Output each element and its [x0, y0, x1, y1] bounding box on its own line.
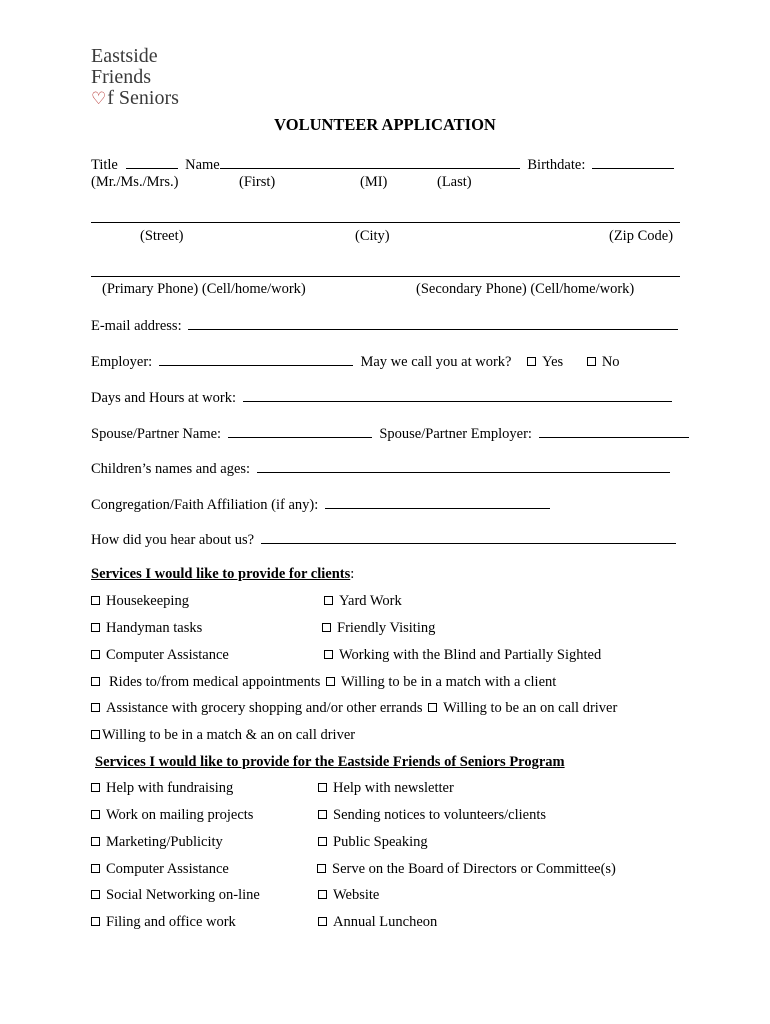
birthdate-label: Birthdate: — [527, 157, 586, 173]
option-board[interactable] — [317, 862, 616, 877]
spouse-name-field[interactable] — [228, 425, 372, 438]
option-label: Work on mailing projects — [106, 807, 254, 823]
option-label: Computer Assistance — [106, 861, 229, 877]
option-label: Filing and office work — [106, 914, 236, 930]
option-newsletter[interactable] — [318, 781, 454, 796]
option-housekeeping[interactable] — [91, 594, 189, 609]
email-label: E-mail address: — [91, 318, 182, 334]
hear-label: How did you hear about us? — [91, 532, 255, 548]
checkbox[interactable] — [318, 810, 327, 819]
no-checkbox[interactable] — [587, 357, 596, 366]
children-row — [91, 460, 670, 477]
clients-services-heading — [91, 567, 354, 582]
option-annual-luncheon[interactable] — [318, 915, 437, 930]
checkbox[interactable] — [318, 783, 327, 792]
children-label: Children’s names and ages: — [91, 461, 251, 477]
name-label: Name — [185, 157, 220, 173]
option-rides[interactable] — [91, 675, 556, 690]
option-yard-work[interactable] — [324, 594, 402, 609]
title-label: Title — [91, 157, 118, 173]
option-grocery[interactable] — [91, 701, 617, 716]
option-label: Willing to be in a match & an on call driver — [102, 727, 356, 743]
logo-line-2: Friends — [91, 66, 151, 88]
primary-phone-caption: (Primary Phone) (Cell/home/work) — [102, 281, 306, 297]
checkbox[interactable] — [91, 623, 100, 632]
option-label: Assistance with grocery shopping and/or other errands — [106, 700, 423, 716]
checkbox[interactable] — [91, 596, 100, 605]
option-friendly-visiting[interactable] — [322, 621, 435, 636]
option-website[interactable] — [318, 888, 379, 903]
yes-label: Yes — [542, 354, 564, 370]
spouse-name-label: Spouse/Partner Name: — [91, 426, 222, 442]
form-title: VOLUNTEER APPLICATION — [274, 115, 496, 134]
first-caption: (First) — [239, 174, 276, 190]
name-field[interactable] — [220, 156, 520, 169]
congregation-label: Congregation/Faith Affiliation (if any): — [91, 497, 319, 513]
option-label: Marketing/Publicity — [106, 834, 223, 850]
checkbox[interactable] — [91, 837, 100, 846]
option-label: Help with fundraising — [106, 780, 234, 796]
option-label: Working with the Blind and Partially Sighted — [339, 647, 602, 663]
last-caption: (Last) — [437, 174, 472, 190]
mi-caption: (MI) — [360, 174, 388, 190]
option-label: Computer Assistance — [106, 647, 229, 663]
option-label: Serve on the Board of Directors or Committee(s) — [332, 861, 616, 877]
days-hours-row — [91, 389, 672, 406]
option-label: Handyman tasks — [106, 620, 203, 636]
checkbox[interactable] — [91, 890, 100, 899]
yes-checkbox[interactable] — [527, 357, 536, 366]
congregation-row — [91, 496, 550, 513]
option-handyman[interactable] — [91, 621, 202, 636]
email-field[interactable] — [188, 317, 678, 330]
logo-line-1: Eastside — [91, 45, 158, 67]
spouse-employer-label: Spouse/Partner Employer: — [379, 426, 532, 442]
checkbox[interactable] — [317, 864, 326, 873]
option-sending-notices[interactable] — [318, 808, 546, 823]
option-computer-assistance[interactable] — [91, 648, 229, 663]
no-label: No — [601, 354, 620, 370]
checkbox[interactable] — [91, 703, 100, 712]
option-filing[interactable] — [91, 915, 236, 930]
checkbox[interactable] — [318, 890, 327, 899]
checkbox[interactable] — [91, 917, 100, 926]
checkbox[interactable] — [326, 677, 335, 686]
checkbox[interactable] — [318, 837, 327, 846]
secondary-phone-caption: (Secondary Phone) (Cell/home/work) — [416, 281, 635, 297]
street-caption: (Street) — [140, 228, 184, 244]
checkbox[interactable] — [91, 650, 100, 659]
organization-logo — [91, 46, 179, 109]
checkbox[interactable] — [428, 703, 437, 712]
option-label: Annual Luncheon — [333, 914, 438, 930]
checkbox[interactable] — [91, 783, 100, 792]
checkbox[interactable] — [324, 650, 333, 659]
checkbox[interactable] — [91, 677, 100, 686]
logo-line-3: f Seniors — [107, 87, 179, 109]
children-field[interactable] — [257, 460, 670, 473]
checkbox[interactable] — [91, 864, 100, 873]
option-computer-assistance-program[interactable] — [91, 862, 229, 877]
option-fundraising[interactable] — [91, 781, 233, 796]
option-label: Website — [333, 887, 380, 903]
checkbox[interactable] — [322, 623, 331, 632]
hear-row — [91, 531, 676, 548]
email-row — [91, 317, 678, 334]
option-label: Housekeeping — [106, 593, 189, 609]
city-caption: (City) — [355, 228, 390, 244]
phone-field[interactable] — [91, 276, 680, 277]
birthdate-field[interactable] — [592, 156, 674, 169]
program-services-heading: Services I would like to provide for the Eastside Friends of Seniors Program — [95, 754, 565, 770]
option-label: Social Networking on-line — [106, 887, 260, 903]
title-field[interactable] — [126, 156, 178, 169]
checkbox[interactable] — [324, 596, 333, 605]
option-match-and-driver[interactable] — [91, 728, 355, 743]
zip-caption: (Zip Code) — [609, 228, 674, 244]
days-hours-label: Days and Hours at work: — [91, 390, 236, 406]
clients-heading-text: Services I would like to provide for clients — [91, 566, 351, 582]
option-public-speaking[interactable] — [318, 835, 428, 850]
clients-heading-colon: : — [350, 566, 355, 582]
option-on-call-driver: Willing to be an on call driver — [443, 700, 618, 716]
address-field[interactable] — [91, 222, 680, 223]
employer-row — [91, 353, 620, 370]
hear-field[interactable] — [261, 531, 676, 544]
option-label: Yard Work — [339, 593, 402, 609]
employer-label: Employer: — [91, 354, 153, 370]
checkbox[interactable] — [91, 810, 100, 819]
option-label: Rides to/from medical appointments — [109, 674, 321, 690]
name-row — [91, 156, 674, 173]
heart-icon: ♡ — [91, 89, 107, 108]
prefix-caption: (Mr./Ms./Mrs.) — [91, 174, 179, 190]
checkbox[interactable] — [318, 917, 327, 926]
call-at-work-label: May we call you at work? — [360, 354, 512, 370]
option-label: Sending notices to volunteers/clients — [333, 807, 547, 823]
spouse-employer-field[interactable] — [539, 425, 689, 438]
days-hours-field[interactable] — [243, 389, 672, 402]
option-match-client: Willing to be in a match with a client — [341, 674, 557, 690]
option-mailing[interactable] — [91, 808, 253, 823]
option-marketing[interactable] — [91, 835, 223, 850]
option-label: Public Speaking — [333, 834, 428, 850]
spouse-row — [91, 425, 689, 442]
employer-field[interactable] — [159, 353, 353, 366]
option-blind-sighted[interactable] — [324, 648, 601, 663]
checkbox[interactable] — [91, 730, 100, 739]
option-social-networking[interactable] — [91, 888, 260, 903]
option-label: Help with newsletter — [333, 780, 454, 796]
option-label: Friendly Visiting — [337, 620, 436, 636]
congregation-field[interactable] — [325, 496, 550, 509]
